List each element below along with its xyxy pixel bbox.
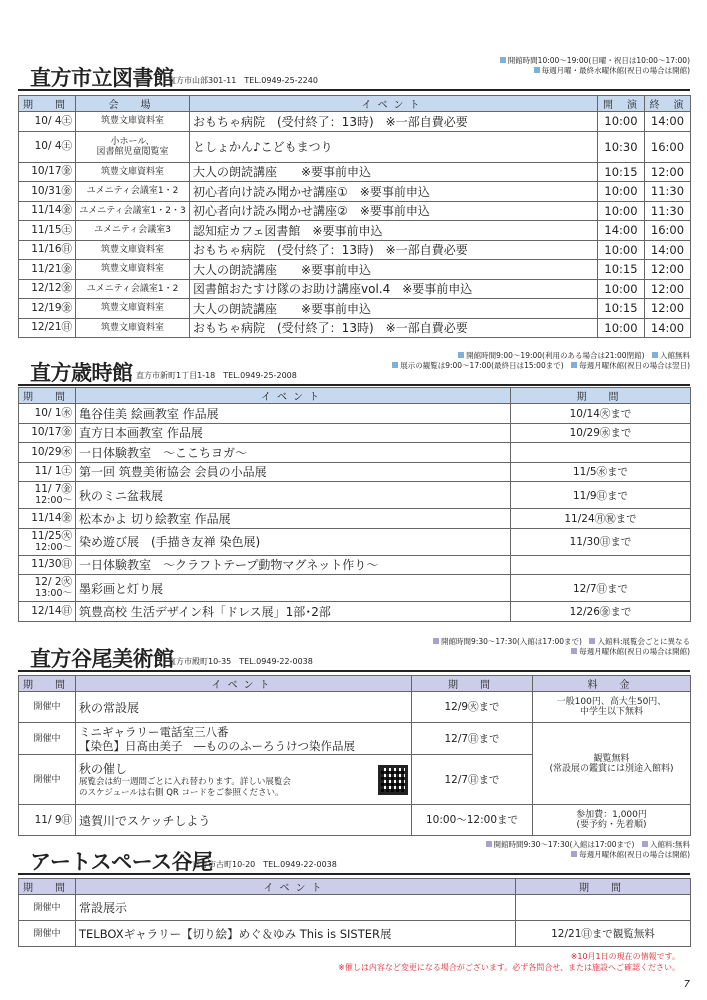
tanio-notes: 開館時間9:30～17:30(入館は17:00まで) 入館料:展覧会ごとに異なる 毎週月曜休館(祝日の場合は開館) bbox=[433, 637, 690, 657]
col-header-venue: 会 場 bbox=[76, 96, 190, 112]
library-section bbox=[18, 56, 690, 338]
saijikan-header bbox=[18, 351, 690, 385]
tanio-address: 直方市殿町10-35 TEL.0949-22-0038 bbox=[168, 657, 313, 666]
col-header-start: 開 演 bbox=[598, 96, 645, 112]
saijikan-notes: 開館時間9:00～19:00(利用のある場合は21:00閉館) 入館無料 展示の観覧は9:00～17:00(最終日は15:00まで) 毎週月曜休館(祝日の場合は翌日) bbox=[392, 351, 690, 371]
library-header bbox=[18, 56, 690, 90]
tanio-table bbox=[18, 675, 691, 836]
square-bullet-icon bbox=[534, 67, 540, 73]
tanio-title: 直方谷尾美術館 bbox=[30, 647, 174, 671]
table-row: 10/ 4㊏ 小ホール、 図書館児童閲覧室 としょかん♪こどもまつり 10:30 16:00 bbox=[19, 131, 691, 162]
col-header-event: イベント bbox=[76, 879, 516, 895]
table-row: 11/14㊎ 松本かよ 切り絵教室 作品展 11/24㊊㊗まで bbox=[19, 509, 691, 529]
footer-notice: ※10月1日の現在の情報です。 ※催しは内容など変更になる場合がございます。必ず各問合せ、または施設へご確認ください。 bbox=[338, 952, 680, 972]
col-header-period: 期 間 bbox=[516, 879, 691, 895]
table-row: 10/29㊌ 一日体験教室 ～ここちヨガ～ bbox=[19, 443, 691, 463]
tanio-header bbox=[18, 637, 690, 671]
saijikan-title: 直方歳時館 bbox=[30, 361, 133, 385]
table-row: 10/ 1㊌ 亀谷佳美 絵画教室 作品展 10/14㊋まで bbox=[19, 404, 691, 424]
artspace-header bbox=[18, 840, 690, 874]
col-header-period: 期 間 bbox=[511, 388, 691, 404]
table-row: 11/25㊋ 12:00～ 染め遊び展 (手描き友禅 染色展) 11/30㊐まで bbox=[19, 528, 691, 555]
table-row: 開催中 ミニギャラリー電話室三八番 【染色】日髙由美子 ―もののふーろうけつ染作品展 12/7㊐まで 観覧無料 (常設展の鑑賞には別途入館料) bbox=[19, 723, 691, 755]
square-bullet-icon bbox=[571, 362, 577, 368]
table-row: 11/15㊏ ユメニティ会議室3 認知症カフェ図書館 ※要事前申込 14:00 16:00 bbox=[19, 221, 691, 241]
table-row: 開催中 秋の常設展 12/9㊋まで 一般100円、高大生50円、 中学生以下無料 bbox=[19, 692, 691, 723]
table-row: 12/19㊎ 筑豊文庫資料室 大人の朗読講座 ※要事前申込 10:15 12:00 bbox=[19, 299, 691, 319]
square-bullet-icon bbox=[642, 841, 648, 847]
library-notes: 開館時間10:00～19:00(日曜・祝日は10:00～17:00) 毎週月曜・最終水曜休館(祝日の場合は開館) bbox=[500, 56, 690, 76]
library-table bbox=[18, 95, 691, 338]
table-row: 10/31㊎ ユメニティ会議室1・2 初心者向け読み聞かせ講座① ※要事前申込 10:00 11:30 bbox=[19, 182, 691, 202]
col-header-date: 期 間 bbox=[19, 96, 76, 112]
artspace-notes: 開館時間9:30～17:30(入館は17:00まで) 入館料:無料 毎週月曜休館(祝日の場合は開館) bbox=[486, 840, 690, 860]
square-bullet-icon bbox=[500, 57, 506, 63]
square-bullet-icon bbox=[652, 352, 658, 358]
table-row: 11/16㊐ 筑豊文庫資料室 おもちゃ病院 (受付終了：13時) ※一部自費必要 10:00 14:00 bbox=[19, 240, 691, 260]
col-header-date: 期 間 bbox=[19, 676, 76, 692]
col-header-date: 期 間 bbox=[19, 879, 76, 895]
table-row: 12/21㊐ 筑豊文庫資料室 おもちゃ病院 (受付終了：13時) ※一部自費必要 10:00 14:00 bbox=[19, 318, 691, 338]
page-number: 7 bbox=[683, 979, 690, 990]
col-header-event: イベント bbox=[76, 388, 511, 404]
table-row: 開催中 TELBOXギャラリー【切り絵】めぐ＆ゆみ This is SISTER展 12/21㊐まで観覧無料 bbox=[19, 921, 691, 947]
square-bullet-icon bbox=[392, 362, 398, 368]
table-row: 11/21㊎ 筑豊文庫資料室 大人の朗読講座 ※要事前申込 10:15 12:00 bbox=[19, 260, 691, 280]
square-bullet-icon bbox=[571, 648, 577, 654]
square-bullet-icon bbox=[433, 638, 439, 644]
table-row: 11/ 1㊏ 第一回 筑豊美術協会 会員の小品展 11/5㊌まで bbox=[19, 462, 691, 482]
table-row: 10/17㊎ 直方日本画教室 作品展 10/29㊌まで bbox=[19, 423, 691, 443]
table-row: 11/30㊐ 一日体験教室 ～クラフトテープ動物マグネット作り～ bbox=[19, 555, 691, 575]
col-header-end: 終 演 bbox=[645, 96, 691, 112]
artspace-table bbox=[18, 878, 691, 947]
table-row: 12/14㊐ 筑豊高校 生活デザイン科「ドレス展」1部･2部 12/26㊎まで bbox=[19, 602, 691, 622]
tanio-section bbox=[18, 637, 690, 836]
saijikan-section bbox=[18, 351, 690, 622]
table-row: 11/ 7㊎ 12:00～ 秋のミニ盆栽展 11/9㊐まで bbox=[19, 482, 691, 509]
qr-code-icon[interactable] bbox=[378, 765, 408, 795]
artspace-section bbox=[18, 840, 690, 947]
square-bullet-icon bbox=[571, 851, 577, 857]
col-header-event: イベント bbox=[76, 676, 412, 692]
library-address: 直方市山部301-11 TEL.0949-25-2240 bbox=[168, 76, 318, 85]
library-title: 直方市立図書館 bbox=[30, 66, 174, 90]
table-row: 10/17㊎ 筑豊文庫資料室 大人の朗読講座 ※要事前申込 10:15 12:00 bbox=[19, 162, 691, 182]
artspace-address: 直方市古町10-20 TEL.0949-22-0038 bbox=[192, 860, 337, 869]
col-header-period: 期 間 bbox=[412, 676, 533, 692]
saijikan-table bbox=[18, 387, 691, 622]
col-header-date: 期 間 bbox=[19, 388, 76, 404]
table-row: 12/ 2㊋ 13:00～ 墨彩画と灯り展 12/7㊐まで bbox=[19, 575, 691, 602]
square-bullet-icon bbox=[458, 352, 464, 358]
table-row: 開催中 常設展示 bbox=[19, 895, 691, 921]
table-row: 開催中 秋の催し 展覧会は約一週間ごとに入れ替わります。詳しい展覧会 のスケジュールは右側 QR コードをご参照ください。 12/7㊐まで bbox=[19, 755, 691, 805]
col-header-fee: 料 金 bbox=[533, 676, 691, 692]
table-row: 12/12㊎ ユメニティ会議室1・2 図書館おたすけ隊のお助け講座vol.4 ※要事前申込 10:00 12:00 bbox=[19, 279, 691, 299]
square-bullet-icon bbox=[589, 638, 595, 644]
saijikan-address: 直方市新町1丁目1-18 TEL.0949-25-2008 bbox=[136, 371, 297, 380]
table-row: 10/ 4㊏ 筑豊文庫資料室 おもちゃ病院 (受付終了：13時) ※一部自費必要 10:00 14:00 bbox=[19, 112, 691, 132]
col-header-event: イベント bbox=[190, 96, 598, 112]
table-row: 11/14㊎ ユメニティ会議室1・2・3 初心者向け読み聞かせ講座② ※要事前申込 10:00 11:30 bbox=[19, 201, 691, 221]
artspace-title: アートスペース谷尾 bbox=[30, 850, 213, 874]
square-bullet-icon bbox=[486, 841, 492, 847]
table-row: 11/ 9㊐ 遠賀川でスケッチしよう 10:00～12:00まで 参加費：1,000円 (要予約・先着順) bbox=[19, 805, 691, 836]
